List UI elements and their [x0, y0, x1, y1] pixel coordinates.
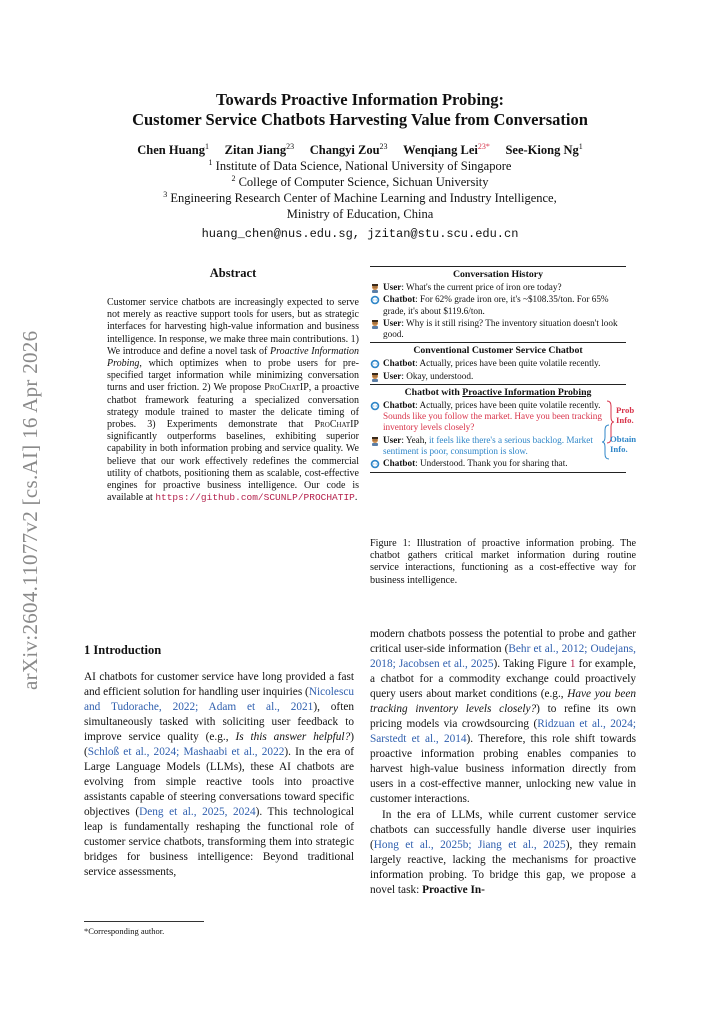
citation-link[interactable]: Behr et al., 2012; Oudejans, 2018; Jacobsen et al., 2025: [370, 643, 636, 670]
author-name: Changyi Zou: [309, 143, 380, 157]
author-affil-sup: 23: [286, 141, 295, 151]
framework-name: ProChatIP: [314, 419, 359, 431]
intro-left-column: AI chatbots for customer service have long provided a fast and efficient solution for handling user inquiries (Nicolescu and Tudorache, 2022; Adam et al., 2021), often simultaneously tasked with soliciting user feedback to improve service quality (e.g., Is this answer helpful?) (Schloß et al., 2024; Mashaabi et al., 2022). In the era of Large Language Models (LLMs), these AI chatbots are evolving from simple reactive tools into proactive assistants capable of steering conversations toward specific objectives (Deng et al., 2025, 2024). This technological leap is fundamentally reshaping the functional role of customer service chatbots, transforming them into strategic bridges for business intelligence: Beyond traditional service assessments,: [84, 671, 355, 878]
figure-bottom-rule: [370, 472, 626, 473]
framework-name: ProChatIP: [264, 382, 309, 394]
author-list: [80, 142, 640, 158]
intro-right-column: [370, 627, 636, 898]
conversation-turn: User: Why is it still rising? The inventory situation doesn't look good.: [370, 318, 626, 340]
left-brace-icon: [602, 424, 610, 460]
author-name: Zitan Jiang: [224, 143, 287, 157]
citation-link[interactable]: Ridzuan et al., 2024; Sarstedt et al., 2014: [370, 718, 636, 745]
arxiv-identifier: arXiv:2604.11077v2 [cs.AI] 16 Apr 2026: [18, 330, 42, 690]
conversation-turn: User: Yeah, it feels like there's a serious backlog. Market sentiment is poor, consumption is slow.: [370, 435, 606, 457]
abstract-heading: Abstract: [209, 266, 257, 280]
section-heading-introduction: 1 Introduction: [84, 643, 162, 657]
user-avatar-icon: [370, 319, 380, 329]
paragraph: modern chatbots possess the potential to probe and gather critical user-side information (Behr et al., 2012; Oudejans, 2018; Jacobsen et al., 2025). Taking Figure 1 for example, a chatbot for a commodity exchange could proactively query users about market conditions (e.g., Have you been tracking inventory levels closely?) to refine its own pricing models via crowdsourcing (Ridzuan et al., 2024; Sarstedt et al., 2014). Therefore, this role shift towards proactive information probing enables companies to harvest high-value business information directly from users in a cost-effective manner, unlocking new value in customer interactions.: [370, 628, 637, 805]
probe-info-label: Prob Info.: [616, 405, 635, 425]
obtained-information: it feels like there's a serious backlog. Market sentiment is poor, consumption is slow.: [383, 434, 593, 456]
user-avatar-icon: [370, 436, 380, 446]
conversation-turn: Chatbot: Actually, prices have been quite volatile recently. Sounds like you follow the market. Have you been tracking inventory levels closely?: [370, 400, 606, 434]
affiliation-line: Ministry of Education, China: [286, 207, 434, 221]
citation-link[interactable]: Nicolescu and Tudorache, 2022; Adam et al., 2021: [84, 686, 354, 713]
code-repo-link[interactable]: https://github.com/SCUNLP/PROCHATIP: [155, 492, 355, 504]
author-name: Chen Huang: [137, 143, 205, 157]
conversation-turn: Chatbot: Understood. Thank you for sharing that.: [370, 458, 606, 469]
citation-link[interactable]: Schloß et al., 2024; Mashaabi et al., 2022: [87, 746, 285, 758]
citation-link[interactable]: Hong et al., 2025b; Jiang et al., 2025: [373, 839, 566, 851]
conversation-turn: Chatbot: For 62% grade iron ore, it's ~$108.35/ton. For 65% grade, it's about $119.6/ton.: [370, 294, 626, 316]
conversation-turn: Chatbot: Actually, prices have been quite volatile recently.: [370, 358, 626, 369]
affiliations: [80, 158, 640, 222]
author-affil-sup: 23*: [477, 141, 490, 151]
probe-question: Sounds like you follow the market. Have you been tracking inventory levels closely?: [383, 411, 602, 433]
figure-section-title: Chatbot with Proactive Information Probing: [404, 386, 592, 398]
affiliation-line: $^1$ Institute of Data Science, National University of Singapore: [208, 157, 512, 173]
author-emails: huang_chen@nus.edu.sg, jzitan@stu.scu.edu.cn: [201, 227, 519, 241]
title-line-1: Towards Proactive Information Probing:: [216, 90, 504, 109]
author-name: Wenqiang Lei: [403, 143, 478, 157]
chatbot-bubble-icon: [370, 459, 380, 469]
conversation-turn: User: Okay, understood.: [370, 371, 626, 382]
figure-caption: Figure 1: Illustration of proactive information probing. The chatbot gathers critical market information during routine service interactions, functioning as a cost-effective way for business intelligence.: [370, 538, 636, 586]
author-affil-sup: 1: [578, 141, 583, 151]
chatbot-bubble-icon: [370, 359, 380, 369]
abstract-body: Customer service chatbots are increasingly expected to serve not merely as reactive support tools for users, but as strategic interfaces for harvesting high-value information and business intelligence. In response, we make three main contributions. 1) We introduce and define a novel task of Proactive Information Probing, which optimizes when to probe users for pre-specified target information while minimizing conversation turns and user friction. 2) We propose ProChatIP, a proactive chatbot framework featuring a specialized conversation strategy module trained to master the delicate timing of probes. 3) Experiments demonstrate that ProChatIP significantly outperforms baselines, exhibiting superior capability in both information probing and service quality. We believe that our work effectively redefines the commercial utility of chatbots, positioning them as scalable, cost-effective engines for proactive business intelligence. Our code is available at https://github.com/SCUNLP/PROCHATIP.: [107, 297, 360, 504]
footnote-rule: [84, 921, 204, 922]
paragraph: In the era of LLMs, while current customer service chatbots can successfully handle diverse user inquiries (Hong et al., 2025b; Jiang et al., 2025), they remain largely reactive, lacking the mechanisms for proactive information probing. To bridge this gap, we propose a novel task: Proactive In-: [370, 809, 636, 896]
chatbot-bubble-icon: [370, 295, 380, 305]
figure-section-title: Conversation History: [452, 269, 544, 280]
conversation-turn: User: What's the current price of iron ore today?: [370, 282, 626, 293]
obtain-info-label: Obtain Info.: [610, 434, 637, 454]
affiliation-line: $^2$ College of Computer Science, Sichuan University: [231, 173, 489, 189]
user-avatar-icon: [370, 283, 380, 293]
figure-1: [370, 266, 637, 473]
paper-title: [80, 90, 640, 130]
user-avatar-icon: [370, 372, 380, 382]
proactive-dialogue: [370, 400, 637, 469]
citation-link[interactable]: Deng et al., 2025, 2024: [139, 806, 256, 818]
chatbot-bubble-icon: [370, 401, 380, 411]
author-affil-sup: 1: [204, 141, 209, 151]
author-affil-sup: 23: [379, 141, 388, 151]
affiliation-line: $^3$ Engineering Research Center of Machine Learning and Industry Intelligence,: [163, 189, 557, 205]
title-line-2: Customer Service Chatbots Harvesting Value from Conversation: [132, 110, 588, 129]
author-name: See-Kiong Ng: [505, 143, 579, 157]
figure-section-title: Conventional Customer Service Chatbot: [413, 345, 583, 357]
figure-reference-link[interactable]: 1: [569, 658, 576, 670]
footnote: *Corresponding author.: [84, 926, 165, 936]
